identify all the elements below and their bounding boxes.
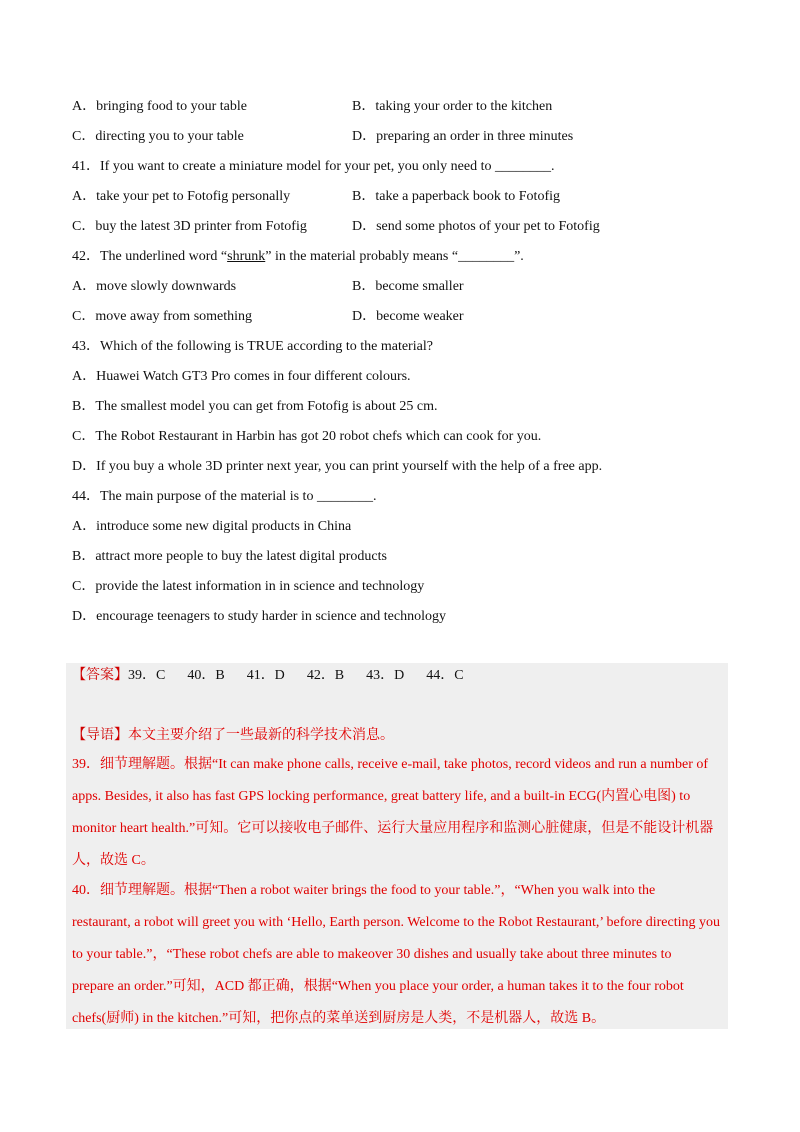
q40-option-b: B．taking your order to the kitchen bbox=[352, 99, 553, 114]
q44-option-d: D．encourage teenagers to study harder in science and technology bbox=[72, 609, 446, 624]
q43-option-d: D．If you buy a whole 3D printer next year, you can print yourself with the help of a free app. bbox=[72, 459, 603, 474]
explanation-line: to your table.”，“These robot chefs are able to makeover 30 dishes and usually take about three minutes to bbox=[72, 947, 672, 962]
guide-label: 【导语】 bbox=[72, 728, 128, 743]
q44-option-c: C．provide the latest information in in science and technology bbox=[72, 579, 425, 594]
q42-stem-after: ” in the material probably means “________”. bbox=[265, 249, 524, 264]
q42-option-a: A．move slowly downwards bbox=[72, 279, 237, 294]
q43-stem: 43．Which of the following is TRUE according to the material? bbox=[72, 339, 433, 354]
explanation-39 bbox=[72, 749, 728, 877]
explanation-line: monitor heart health.”可知。它可以接收电子邮件、运行大量应用程序和监测心脏健康，但是不能设计机器 bbox=[72, 821, 714, 836]
q42-option-c: C．move away from something bbox=[72, 309, 253, 324]
answer-item: 44．C bbox=[426, 668, 464, 683]
q41-stem: 41．If you want to create a miniature model for your pet, you only need to ________. bbox=[72, 159, 555, 174]
q44-option-a: A．introduce some new digital products in China bbox=[72, 519, 352, 534]
explanation-line: apps. Besides, it also has fast GPS locking performance, great battery life, and a built-in ECG(内置心电图) to bbox=[72, 789, 691, 804]
q41-option-a: A．take your pet to Fotofig personally bbox=[72, 189, 291, 204]
explanation-line: 人，故选 C。 bbox=[72, 853, 155, 868]
q44-option-b: B．attract more people to buy the latest digital products bbox=[72, 549, 387, 564]
q41-row-ab bbox=[72, 188, 732, 206]
guide-text: 本文主要介绍了一些最新的科学技术消息。 bbox=[128, 728, 394, 743]
q42-row-cd bbox=[72, 308, 732, 326]
explanation-line: restaurant, a robot will greet you with ‘Hello, Earth person. Welcome to the Robot Restaurant,’ before directing you bbox=[72, 915, 720, 930]
answer-item: 39．C bbox=[128, 668, 166, 683]
answer-item: 42．B bbox=[306, 668, 345, 683]
q40-row-cd bbox=[72, 128, 732, 146]
q43-option-b: B．The smallest model you can get from Fotofig is about 25 cm. bbox=[72, 399, 438, 414]
guide-line bbox=[72, 727, 394, 745]
answer-item: 41．D bbox=[246, 668, 285, 683]
q42-stem-before: 42．The underlined word “ bbox=[72, 249, 228, 264]
q42-underlined-word: shrunk bbox=[227, 249, 266, 264]
q41-option-b: B．take a paperback book to Fotofig bbox=[352, 189, 561, 204]
answer-label: 【答案】 bbox=[72, 668, 128, 683]
explanation-line: prepare an order.”可知，ACD 都正确，根据“When you place your order, a human takes it to the four robot bbox=[72, 979, 684, 994]
q41-option-c: C．buy the latest 3D printer from Fotofig bbox=[72, 219, 307, 234]
explanation-40 bbox=[72, 875, 728, 1035]
q44-stem: 44．The main purpose of the material is to ________. bbox=[72, 489, 377, 504]
q40-option-a: A．bringing food to your table bbox=[72, 99, 247, 114]
answer-item: 40．B bbox=[187, 668, 225, 683]
q42-stem bbox=[72, 248, 524, 266]
q41-option-d: D．send some photos of your pet to Fotofig bbox=[352, 219, 600, 234]
explanation-line: chefs(厨师) in the kitchen.”可知，把你点的菜单送到厨房是人类，不是机器人，故选 B。 bbox=[72, 1011, 606, 1026]
q43-option-a: A．Huawei Watch GT3 Pro comes in four different colours. bbox=[72, 369, 411, 384]
q41-row-cd bbox=[72, 218, 732, 236]
answer-item: 43．D bbox=[366, 668, 405, 683]
explanation-line: 39．细节理解题。根据“It can make phone calls, receive e-mail, take photos, record videos and run a number of bbox=[72, 757, 709, 772]
answer-line bbox=[72, 667, 486, 685]
q42-option-b: B．become smaller bbox=[352, 279, 464, 294]
q42-row-ab bbox=[72, 278, 732, 296]
q40-option-d: D．preparing an order in three minutes bbox=[352, 129, 574, 144]
explanation-line: 40．细节理解题。根据“Then a robot waiter brings the food to your table.”，“When you walk into the bbox=[72, 883, 656, 898]
q40-row-ab bbox=[72, 98, 732, 116]
q43-option-c: C．The Robot Restaurant in Harbin has got 20 robot chefs which can cook for you. bbox=[72, 429, 542, 444]
q40-option-c: C．directing you to your table bbox=[72, 129, 244, 144]
q42-option-d: D．become weaker bbox=[352, 309, 464, 324]
